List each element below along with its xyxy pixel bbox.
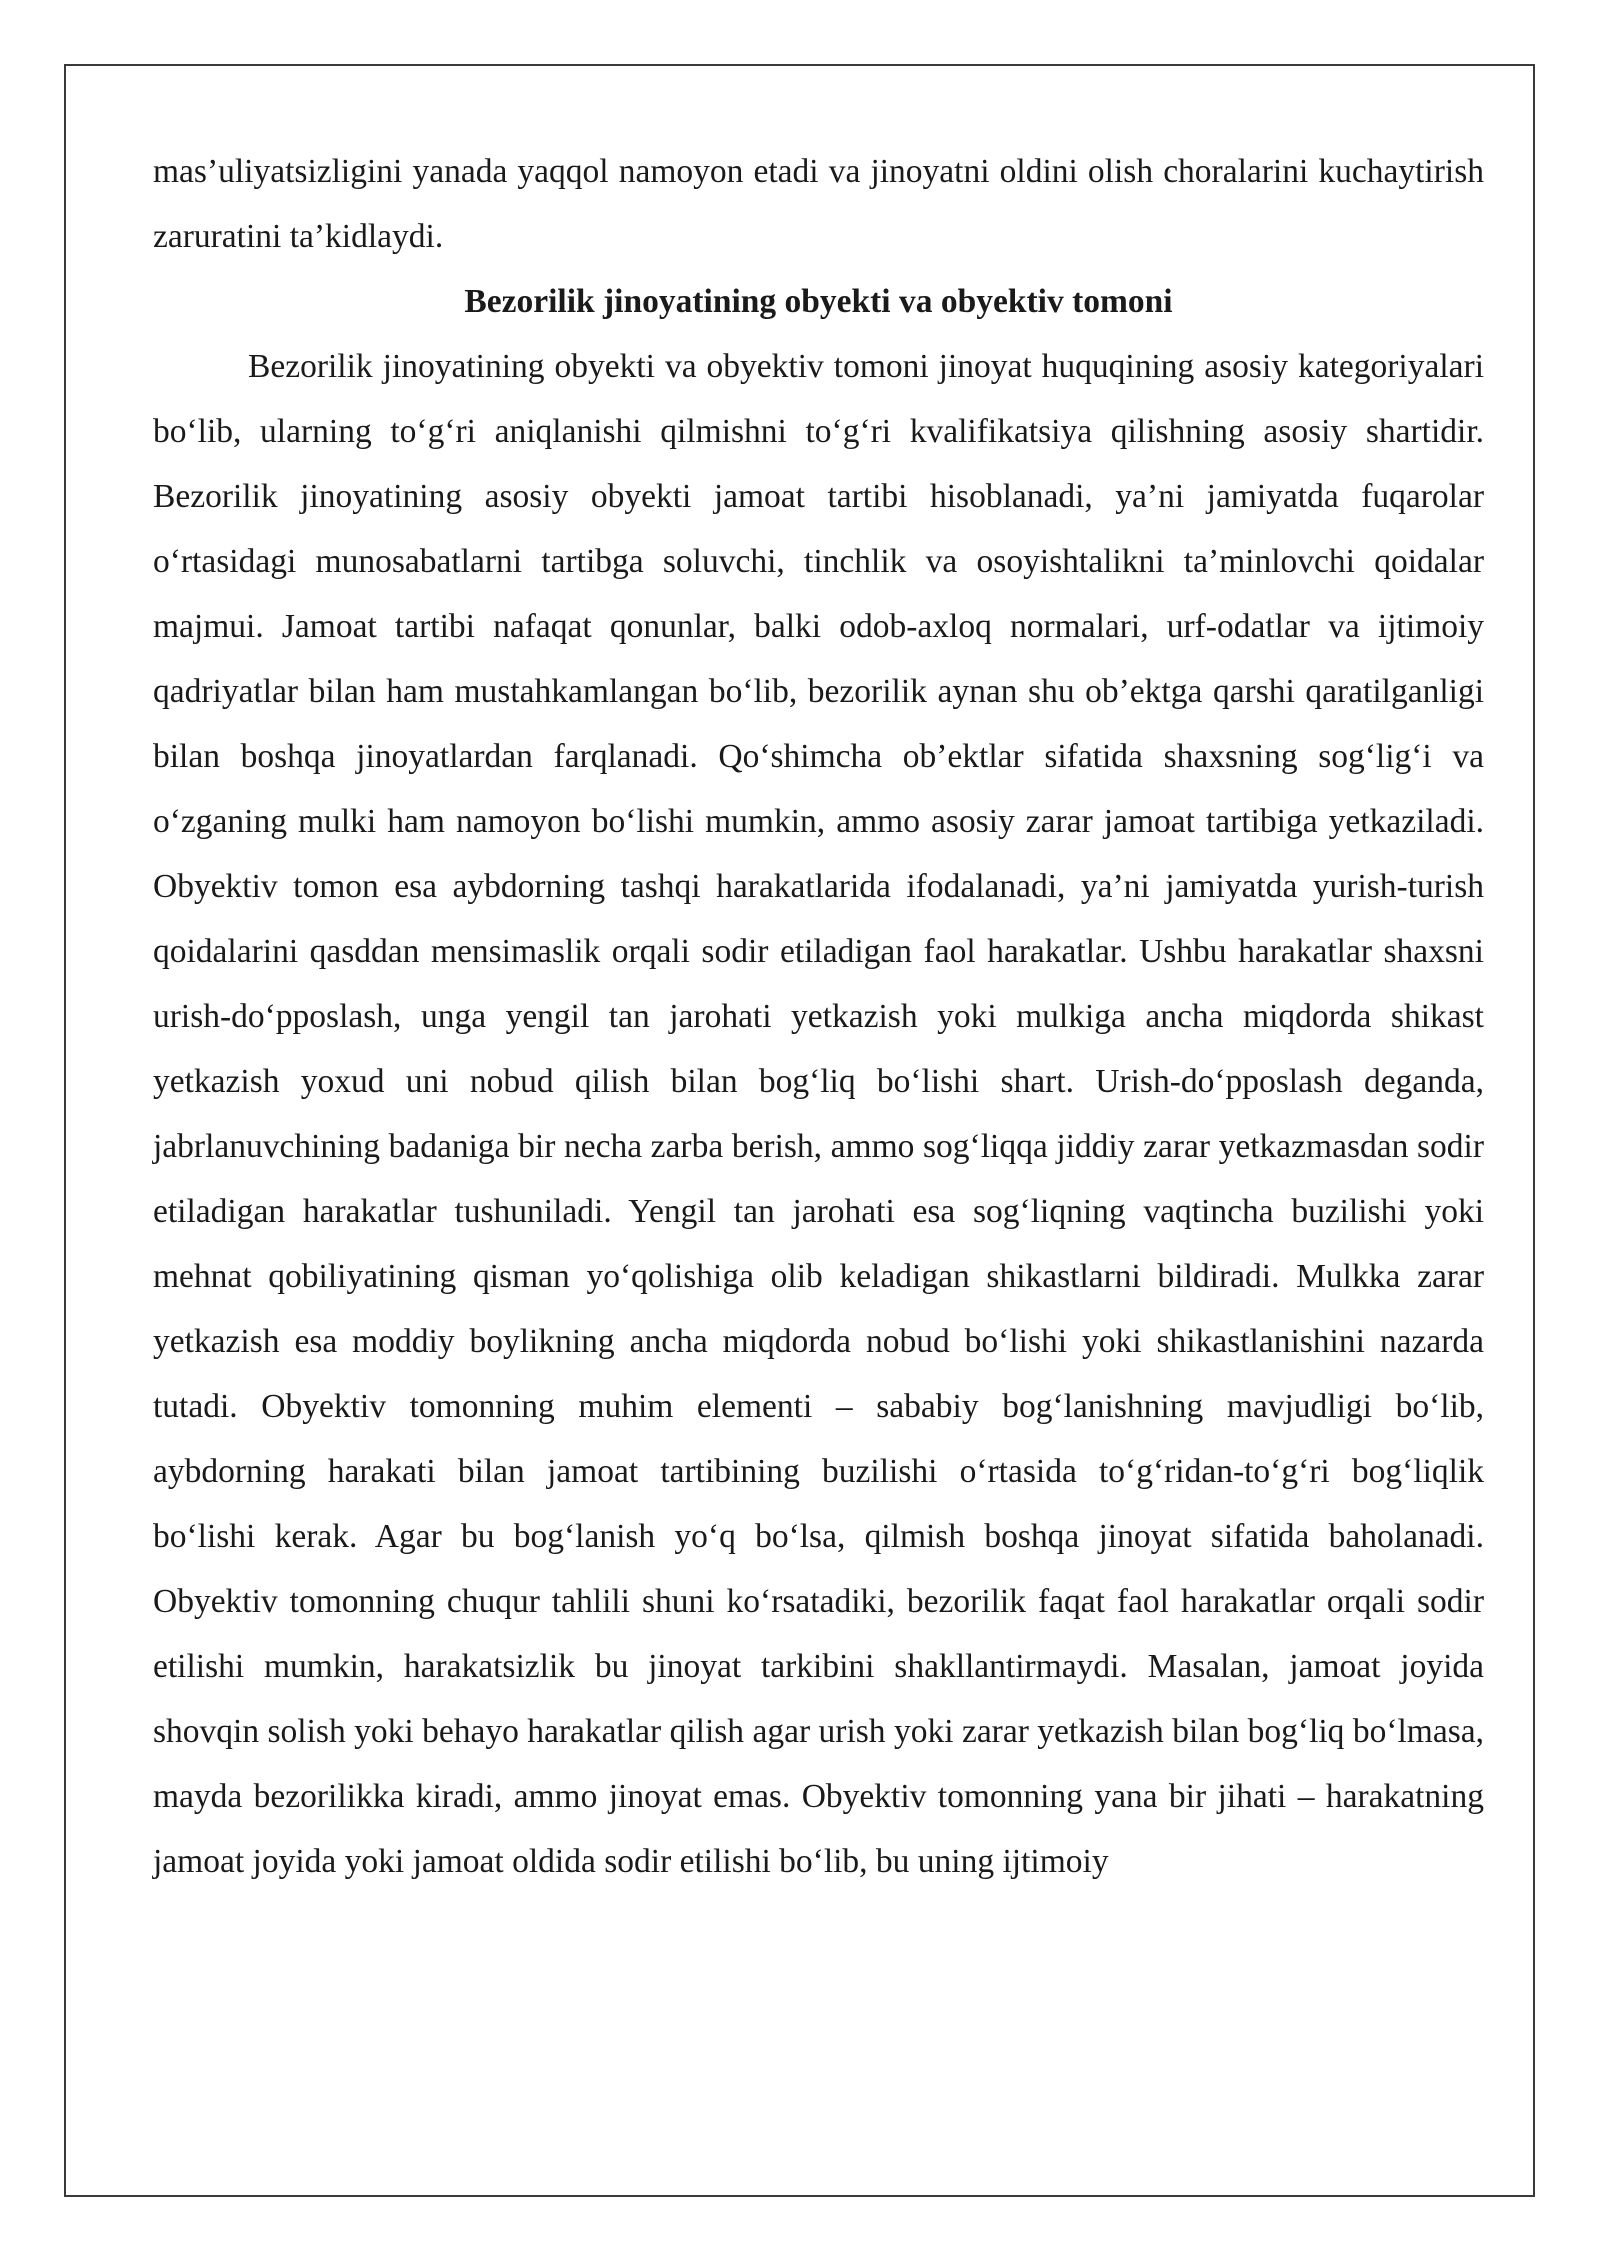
body-paragraph: Bezorilik jinoyatining obyekti va obyektiv tomoni jinoyat huquqining asosiy kategoriyalari bo‘lib, ularning to‘g‘ri aniqlanishi qilmishni to‘g‘ri kvalifikatsiya qilishning asosiy shartidir. Bezorilik jinoyatining asosiy obyekti jamoat tartibi hisoblanadi, ya’ni jamiyatda fuqarolar o‘rtasidagi munosabatlarni tartibga soluvchi, tinchlik va osoyishtalikni ta’minlovchi qoidalar majmui. Jamoat tartibi nafaqat qonunlar, balki odob-axloq normalari, urf-odatlar va ijtimoiy qadriyatlar bilan ham mustahkamlangan bo‘lib, bezorilik aynan shu ob’ektga qarshi qaratilganligi bilan boshqa jinoyatlardan farqlanadi. Qo‘shimcha ob’ektlar sifatida shaxsning sog‘lig‘i va o‘zganing mulki ham namoyon bo‘lishi mumkin, ammo asosiy zarar jamoat tartibiga yetkaziladi. Obyektiv tomon esa aybdorning tashqi harakatlarida ifodalanadi, ya’ni jamiyatda yurish-turish qoidalarini qasddan mensimaslik orqali sodir etiladigan faol harakatlar. Ushbu harakatlar shaxsni urish-do‘pposlash, unga yengil tan jarohati yetkazish yoki mulkiga ancha miqdorda shikast yetkazish yoxud uni nobud qilish bilan bog‘liq bo‘lishi shart. Urish-do‘pposlash deganda, jabrlanuvchining badaniga bir necha zarba berish, ammo sog‘liqqa jiddiy zarar yetkazmasdan sodir etiladigan harakatlar tushuniladi. Yengil tan jarohati esa sog‘liqning vaqtincha buzilishi yoki mehnat qobiliyatining qisman yo‘qolishiga olib keladigan shikastlarni bildiradi. Mulkka zarar yetkazish esa moddiy boylikning ancha miqdorda nobud bo‘lishi yoki shikastlanishini nazarda tutadi. Obyektiv tomonning muhim elementi – sababiy bog‘lanishning mavjudligi bo‘lib, aybdorning harakati bilan jamoat tartibining buzilishi o‘rtasida to‘g‘ridan-to‘g‘ri bog‘liqlik bo‘lishi kerak. Agar bu bog‘lanish yo‘q bo‘lsa, qilmish boshqa jinoyat sifatida baholanadi. Obyektiv tomonning chuqur tahlili shuni ko‘rsatadiki, bezorilik faqat faol harakatlar orqali sodir etilishi mumkin, harakatsizlik bu jinoyat tarkibini shakllantirmaydi. Masalan, jamoat joyida shovqin solish yoki behayo harakatlar qilish agar urish yoki zarar yetkazish bilan bog‘liq bo‘lmasa, mayda bezorilikka kiradi, ammo jinoyat emas. Obyektiv tomonning yana bir jihati – harakatning jamoat joyida yoki jamoat oldida sodir etilishi bo‘lib, bu uning ijtimoiy [153,348,1484,1880]
intro-paragraph: mas’uliyatsizligini yanada yaqqol namoyon etadi va jinoyatni oldini olish choralarini kuchaytirish zaruratini ta’kidlaydi. [153,153,1484,255]
section-heading: Bezorilik jinoyatining obyekti va obyektiv tomoni [464,283,1173,320]
document-body [153,139,1484,1894]
